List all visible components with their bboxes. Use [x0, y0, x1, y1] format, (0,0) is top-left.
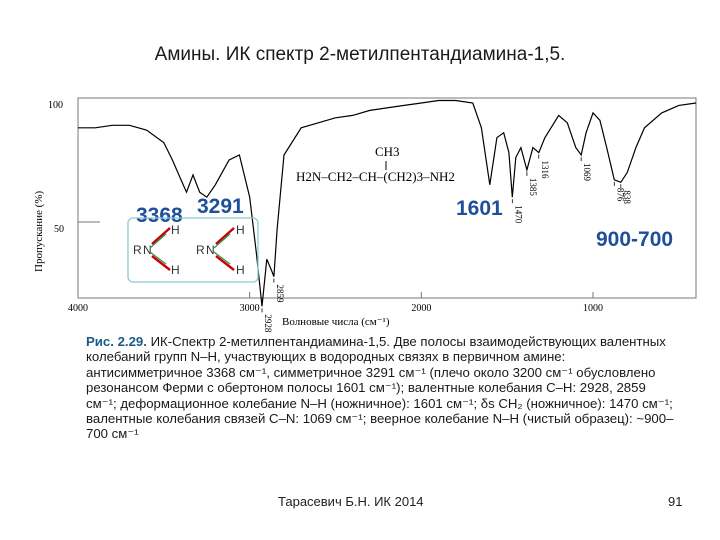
x-tick-label-2000: 2000 [411, 303, 432, 314]
slide-title: Амины. ИК спектр 2-метилпентандиамина-1,5. [154, 44, 566, 65]
peak-label-1385: 1385 [527, 177, 538, 196]
nh-antisymmetric [133, 223, 180, 277]
nh-vibration-sketch [128, 218, 258, 282]
caption-label: Рис. 2.29. [86, 334, 147, 349]
nh-bond-2b-g [214, 252, 230, 264]
annotation-3368: 3368 [136, 204, 183, 227]
annotation-900-700: 900-700 [596, 228, 674, 251]
nh-bond-1b-g [150, 252, 166, 264]
nh-r-2: R [196, 243, 205, 257]
y-tick-label-50: 50 [54, 224, 64, 235]
x-tick-label-4000: 4000 [68, 303, 88, 314]
page-number: 91 [668, 494, 683, 509]
nh-bond-1b [152, 256, 170, 270]
formula-ch3: CH3 [375, 144, 400, 159]
nh-bond-2b [216, 256, 234, 270]
peak-label-1316: 1316 [539, 160, 550, 179]
x-tick-label-3000: 3000 [239, 303, 260, 314]
nh-bond-1a [152, 228, 170, 244]
peak-label-838: 838 [621, 190, 632, 204]
annotation-3291: 3291 [197, 195, 244, 218]
nh-h-1a: H [171, 223, 180, 237]
peak-label-2928: 2928 [263, 314, 274, 333]
x-axis-label: Волновые числа (см⁻¹) [282, 316, 390, 328]
nh-bond-2a [216, 228, 234, 244]
x-axis-ticks [68, 292, 603, 314]
peak-label-2859: 2859 [274, 284, 285, 303]
annotation-1601: 1601 [456, 197, 503, 220]
nh-r-1: R [133, 243, 142, 257]
nh-h-2b: H [236, 263, 245, 277]
nh-h-2a: H [236, 223, 245, 237]
nh-n-1: N [143, 243, 152, 257]
nh-bond-2a-g [214, 234, 230, 248]
y-tick-label-100: 100 [48, 100, 63, 111]
peak-label-1470: 1470 [513, 205, 524, 224]
peak-label-1069: 1069 [582, 163, 593, 182]
y-axis-label: Пропускание (%) [33, 190, 45, 272]
footer-author: Тарасевич Б.Н. ИК 2014 [278, 494, 424, 509]
nh-symmetric [196, 223, 245, 277]
nh-h-1b: H [171, 263, 180, 277]
formula-chain: H2N–CH2–CH–(CH2)3–NH2 [296, 169, 455, 184]
nh-n-2: N [206, 243, 215, 257]
nh-bond-1a-g [150, 234, 166, 248]
caption-text: ИК-Спектр 2-метилпентандиамина-1,5. Две полосы взаимодействующих валентных колебаний групп N–H, участвующих в водородных связях в первичном амине: антисимметричное 3368 см⁻¹, симметричное 3291 см⁻¹ (плечо около 3200 см⁻¹ обусловлено резонансом Ферми с обертоном полосы 1601 см⁻¹); валентные колебания C–H: 2928, 2859 см⁻¹; деформационное колебание N–H (ножничное): 1601 см⁻¹; δs CH₂ (ножничное): 1470 см⁻¹; валентные колебания связей C–N: 1069 см⁻¹; веерное колебание N–H (чистый образец): ~900–700 см⁻¹ [86, 334, 674, 442]
figure-caption [86, 334, 676, 442]
x-tick-label-1000: 1000 [583, 303, 603, 314]
peak-label-876: 876 [615, 187, 626, 202]
